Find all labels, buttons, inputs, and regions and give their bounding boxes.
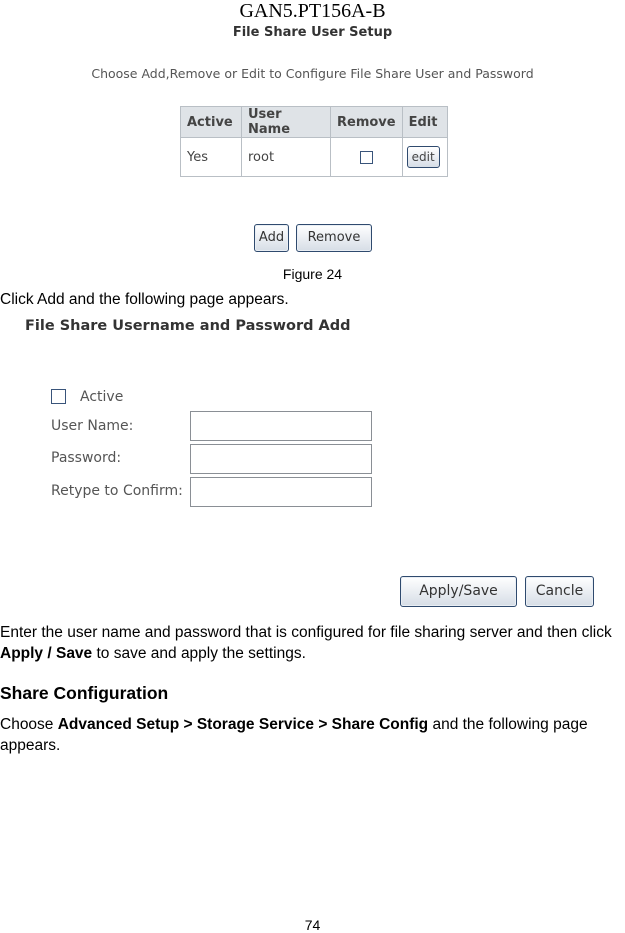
cancel-button[interactable]: Cancle: [525, 576, 594, 607]
file-share-user-table: [180, 106, 448, 177]
document-header: GAN5.PT156A-B: [239, 0, 386, 22]
password-input[interactable]: [190, 444, 372, 474]
confirm-label: Retype to Confirm:: [51, 483, 183, 499]
menu-path-emphasis: Advanced Setup > Storage Service > Share Config: [57, 716, 429, 733]
enter-text-prefix: Enter the user name and password that is configured for file sharing server and then click: [0, 624, 612, 641]
cell-remove: [331, 138, 403, 177]
choose-paragraph: [0, 714, 625, 756]
click-add-paragraph: Click Add and the following page appears.: [0, 291, 289, 308]
username-label: User Name:: [51, 418, 134, 434]
file-share-user-setup-title: File Share User Setup: [232, 25, 393, 40]
page-number: 74: [304, 917, 321, 933]
column-header-remove: Remove: [331, 107, 403, 138]
column-header-active: Active: [181, 107, 242, 138]
figure-caption: Figure 24: [282, 266, 343, 282]
active-checkbox[interactable]: [51, 389, 66, 404]
cell-active: Yes: [181, 138, 242, 177]
username-input[interactable]: [190, 411, 372, 441]
cell-edit: [402, 138, 447, 177]
password-label: Password:: [51, 450, 122, 466]
enter-credentials-paragraph: [0, 622, 625, 664]
apply-save-button[interactable]: Apply/Save: [400, 576, 517, 607]
confirm-password-input[interactable]: [190, 477, 372, 507]
remove-button[interactable]: Remove: [296, 224, 372, 252]
edit-button[interactable]: edit: [407, 146, 440, 168]
section-heading: Share Configuration: [0, 683, 169, 703]
add-form-title: File Share Username and Password Add: [25, 318, 351, 334]
active-label: Active: [80, 389, 124, 405]
setup-instruction: Choose Add,Remove or Edit to Configure File Share User and Password: [91, 66, 534, 81]
column-header-edit: Edit: [402, 107, 447, 138]
table-header-row: [181, 107, 448, 138]
table-row: [181, 138, 448, 177]
choose-text-suffix: and the following page appears.: [0, 716, 588, 754]
add-button[interactable]: Add: [254, 224, 289, 252]
apply-save-emphasis: Apply / Save: [0, 645, 93, 662]
enter-text-suffix: to save and apply the settings.: [92, 645, 306, 662]
remove-checkbox[interactable]: [360, 151, 373, 164]
cell-user-name: root: [242, 138, 331, 177]
choose-text-prefix: Choose: [0, 716, 58, 733]
column-header-user-name: User Name: [242, 107, 331, 138]
